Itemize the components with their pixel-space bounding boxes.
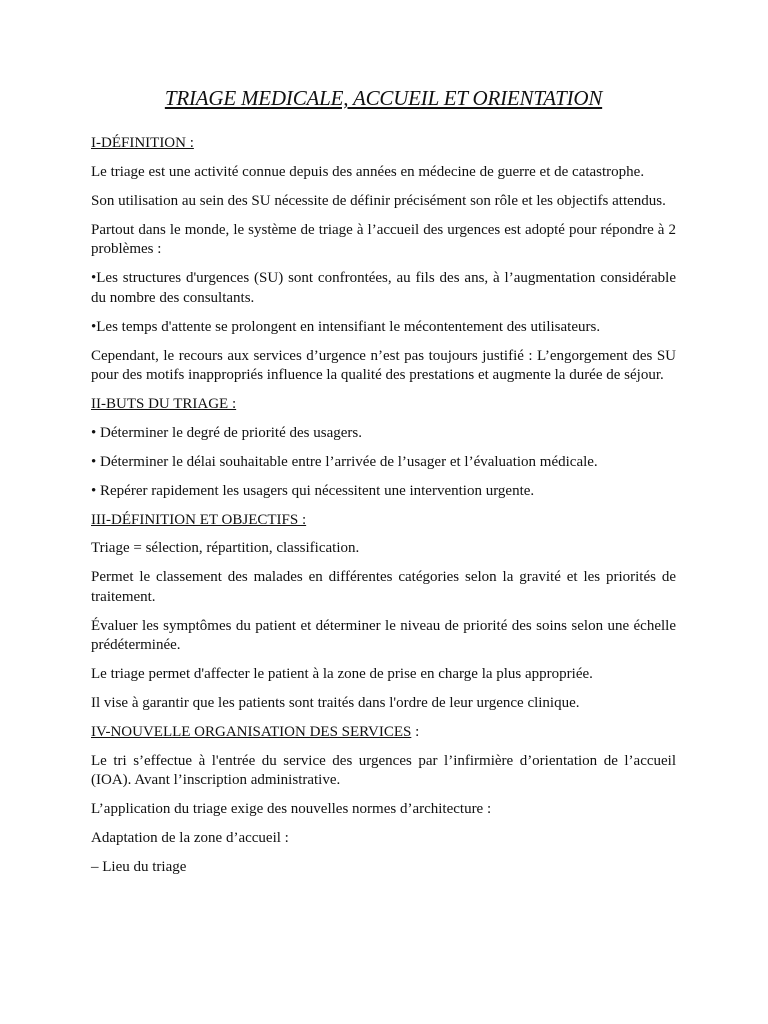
paragraph: Permet le classement des malades en différentes catégories selon la gravité et les priorités de traitement. — [91, 569, 676, 605]
bullet-paragraph: • Repérer rapidement les usagers qui nécessitent une intervention urgente. — [91, 482, 535, 499]
paragraph: Le tri s’effectue à l'entrée du service des urgences par l’infirmière d’orientation de l’accueil (IOA). Avant l’inscription administrative. — [91, 752, 676, 788]
section-heading-suffix: : — [411, 724, 420, 740]
section-heading-text: IV-NOUVELLE ORGANISATION DES SERVICES — [91, 724, 412, 740]
paragraph: Son utilisation au sein des SU nécessite de définir précisément son rôle et les objectifs attendus. — [91, 192, 666, 209]
section-heading-text: II-BUTS DU TRIAGE : — [91, 396, 237, 412]
section-heading-organisation — [91, 723, 676, 743]
paragraph: Triage = sélection, répartition, classification. — [91, 540, 360, 556]
paragraph: Adaptation de la zone d’accueil : — [91, 830, 289, 846]
document-page — [91, 84, 676, 887]
paragraph: Il vise à garantir que les patients sont traités dans l'ordre de leur urgence clinique. — [91, 695, 580, 711]
section-heading-definition — [91, 134, 676, 154]
bullet-paragraph: • Déterminer le degré de priorité des usagers. — [91, 424, 362, 441]
paragraph: L’application du triage exige des nouvelles normes d’architecture : — [91, 801, 492, 817]
paragraph: Le triage permet d'affecter le patient à la zone de prise en charge la plus appropriée. — [91, 666, 593, 682]
bullet-paragraph: •Les temps d'attente se prolongent en intensifiant le mécontentement des utilisateurs. — [91, 318, 601, 335]
section-heading-text: I-DÉFINITION : — [91, 135, 194, 151]
bullet-paragraph: • Déterminer le délai souhaitable entre l’arrivée de l’usager et l’évaluation médicale. — [91, 453, 598, 470]
section-heading-text: III-DÉFINITION ET OBJECTIFS : — [91, 511, 307, 528]
paragraph: Le triage est une activité connue depuis des années en médecine de guerre et de catastrophe. — [91, 163, 645, 180]
bullet-paragraph: •Les structures d'urgences (SU) sont confrontées, au fils des ans, à l’augmentation considérable du nombre des consultants. — [91, 270, 676, 306]
paragraph: Cependant, le recours aux services d’urgence n’est pas toujours justifié : L’engorgement des SU pour des motifs inappropriés influence la qualité des prestations et augmente la durée de séjour. — [91, 347, 676, 383]
section-heading-objectifs — [91, 511, 676, 531]
paragraph: Évaluer les symptômes du patient et déterminer le niveau de priorité des soins selon une échelle prédéterminée. — [91, 617, 676, 653]
document-title: TRIAGE MEDICALE, ACCUEIL ET ORIENTATION — [164, 86, 603, 110]
paragraph: Partout dans le monde, le système de triage à l’accueil des urgences est adopté pour répondre à 2 problèmes : — [91, 221, 676, 257]
paragraph: – Lieu du triage — [91, 859, 187, 875]
section-heading-buts — [91, 395, 676, 415]
